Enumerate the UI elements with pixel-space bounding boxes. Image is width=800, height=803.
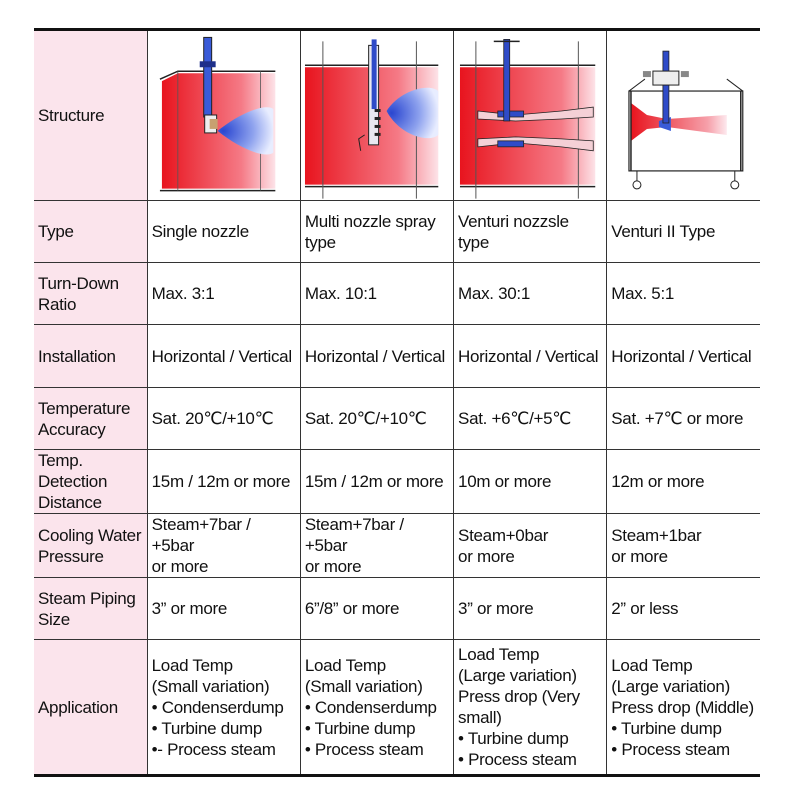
row-type bbox=[34, 201, 760, 263]
row-turn-down-ratio bbox=[34, 263, 760, 325]
type-venturi-nozzle: Venturi nozzsle type bbox=[454, 201, 607, 263]
piping-multi-nozzle: 6”/8” or more bbox=[300, 578, 453, 640]
application-single-nozzle: Load Temp (Small variation) • Condenserdump • Turbine dump •- Process steam bbox=[147, 640, 300, 776]
label-turn-down-ratio: Turn-Down Ratio bbox=[34, 263, 147, 325]
installation-venturi-nozzle: Horizontal / Vertical bbox=[454, 325, 607, 388]
installation-single-nozzle: Horizontal / Vertical bbox=[147, 325, 300, 388]
label-type: Type bbox=[34, 201, 147, 263]
distance-venturi-ii: 12m or more bbox=[607, 450, 760, 514]
row-detection-distance bbox=[34, 450, 760, 514]
temp-accuracy-single-nozzle: Sat. 20℃/+10℃ bbox=[147, 388, 300, 450]
piping-single-nozzle: 3” or more bbox=[147, 578, 300, 640]
venturi-nozzle-diagram bbox=[454, 31, 606, 200]
distance-multi-nozzle: 15m / 12m or more bbox=[300, 450, 453, 514]
turndown-venturi-ii: Max. 5:1 bbox=[607, 263, 760, 325]
distance-venturi-nozzle: 10m or more bbox=[454, 450, 607, 514]
type-venturi-ii: Venturi II Type bbox=[607, 201, 760, 263]
row-structure bbox=[34, 30, 760, 201]
temp-accuracy-multi-nozzle: Sat. 20℃/+10℃ bbox=[300, 388, 453, 450]
turndown-single-nozzle: Max. 3:1 bbox=[147, 263, 300, 325]
pressure-multi-nozzle: Steam+7bar / +5bar or more bbox=[300, 514, 453, 578]
pressure-single-nozzle: Steam+7bar / +5bar or more bbox=[147, 514, 300, 578]
label-temperature-accuracy: Temperature Accuracy bbox=[34, 388, 147, 450]
structure-cell-venturi-ii bbox=[607, 30, 760, 201]
multi-nozzle-diagram bbox=[301, 31, 453, 200]
type-multi-nozzle: Multi nozzle spray type bbox=[300, 201, 453, 263]
row-installation bbox=[34, 325, 760, 388]
label-installation: Installation bbox=[34, 325, 147, 388]
turndown-multi-nozzle: Max. 10:1 bbox=[300, 263, 453, 325]
structure-cell-single-nozzle bbox=[147, 30, 300, 201]
type-single-nozzle: Single nozzle bbox=[147, 201, 300, 263]
installation-multi-nozzle: Horizontal / Vertical bbox=[300, 325, 453, 388]
desuperheater-comparison-table bbox=[34, 28, 760, 777]
row-cooling-water-pressure bbox=[34, 514, 760, 578]
single-nozzle-diagram bbox=[148, 31, 300, 200]
label-detection-distance: Temp. Detection Distance bbox=[34, 450, 147, 514]
label-steam-piping-size: Steam Piping Size bbox=[34, 578, 147, 640]
label-cooling-water-pressure: Cooling Water Pressure bbox=[34, 514, 147, 578]
label-structure: Structure bbox=[34, 30, 147, 201]
application-venturi-nozzle: Load Temp (Large variation) Press drop (Very small) • Turbine dump • Process steam bbox=[454, 640, 607, 776]
pressure-venturi-nozzle: Steam+0bar or more bbox=[454, 514, 607, 578]
structure-cell-venturi-nozzle bbox=[454, 30, 607, 201]
row-steam-piping-size bbox=[34, 578, 760, 640]
row-application bbox=[34, 640, 760, 776]
label-application: Application bbox=[34, 640, 147, 776]
piping-venturi-ii: 2” or less bbox=[607, 578, 760, 640]
turndown-venturi-nozzle: Max. 30:1 bbox=[454, 263, 607, 325]
application-venturi-ii: Load Temp (Large variation) Press drop (Middle) • Turbine dump • Process steam bbox=[607, 640, 760, 776]
temp-accuracy-venturi-nozzle: Sat. +6℃/+5℃ bbox=[454, 388, 607, 450]
pressure-venturi-ii: Steam+1bar or more bbox=[607, 514, 760, 578]
piping-venturi-nozzle: 3” or more bbox=[454, 578, 607, 640]
application-multi-nozzle: Load Temp (Small variation) • Condenserdump • Turbine dump • Process steam bbox=[300, 640, 453, 776]
row-temperature-accuracy bbox=[34, 388, 760, 450]
distance-single-nozzle: 15m / 12m or more bbox=[147, 450, 300, 514]
temp-accuracy-venturi-ii: Sat. +7℃ or more bbox=[607, 388, 760, 450]
installation-venturi-ii: Horizontal / Vertical bbox=[607, 325, 760, 388]
venturi-ii-diagram bbox=[607, 31, 760, 200]
structure-cell-multi-nozzle bbox=[300, 30, 453, 201]
